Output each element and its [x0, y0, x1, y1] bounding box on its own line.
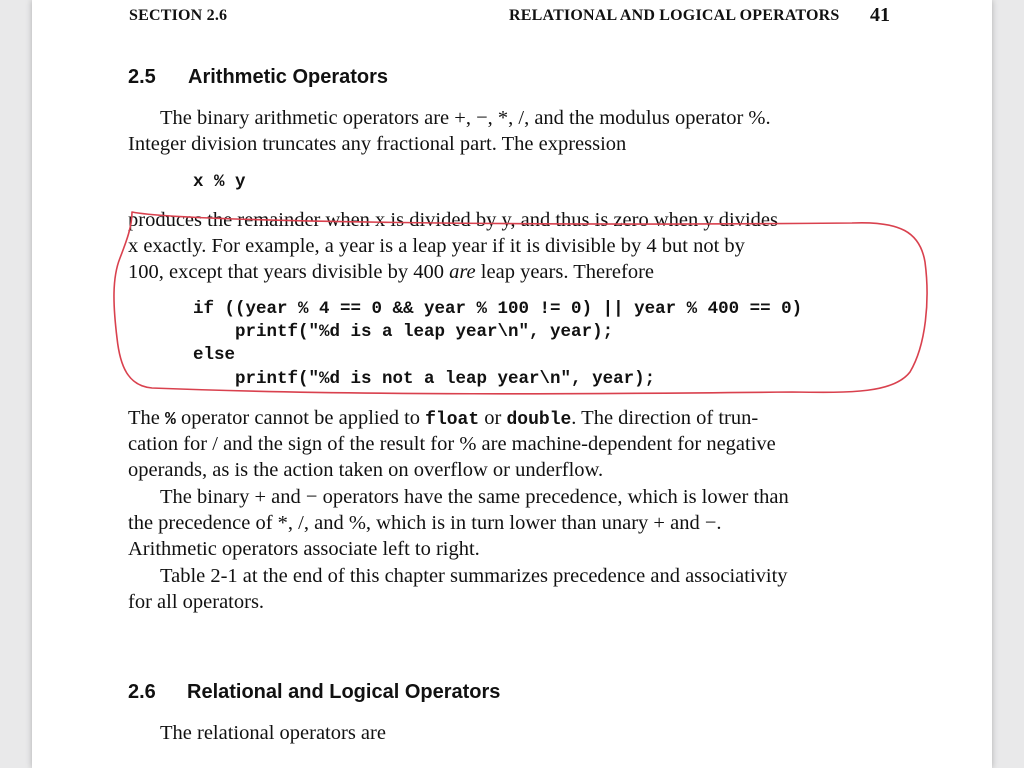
paragraph-line: 100, except that years divisible by 400 are leap years. Therefore: [128, 261, 654, 283]
paragraph-line: Table 2-1 at the end of this chapter summarizes precedence and associativity: [160, 565, 788, 587]
paragraph-line: Arithmetic operators associate left to right.: [128, 538, 480, 560]
paragraph-line: The % operator cannot be applied to float or double. The direction of trun-: [128, 407, 759, 430]
paragraph-line: x exactly. For example, a year is a leap year if it is divisible by 4 but not by: [128, 235, 745, 257]
paragraph-line: cation for / and the sign of the result for % are machine-dependent for negative: [128, 433, 776, 455]
code-line: printf("%d is not a leap year\n", year);: [193, 369, 656, 389]
running-header-title: RELATIONAL AND LOGICAL OPERATORS: [509, 7, 840, 24]
book-page: [32, 0, 992, 768]
section-2-6-number: 2.6: [128, 681, 156, 703]
paragraph-line: produces the remainder when x is divided by y, and thus is zero when y divides: [128, 209, 778, 231]
paragraph-line: The relational operators are: [160, 722, 386, 744]
page-number: 41: [870, 4, 890, 26]
paragraph-line: The binary + and − operators have the same precedence, which is lower than: [160, 486, 789, 508]
section-2-5-title: Arithmetic Operators: [188, 66, 389, 88]
paragraph-line: the precedence of *, /, and %, which is in turn lower than unary + and −.: [128, 512, 722, 534]
code-line: printf("%d is a leap year\n", year);: [193, 322, 614, 342]
section-2-6-title: Relational and Logical Operators: [187, 681, 501, 703]
code-line: else: [193, 345, 236, 365]
paragraph-line: operands, as is the action taken on overflow or underflow.: [128, 459, 604, 481]
paragraph-line: for all operators.: [128, 591, 265, 613]
running-header-section: SECTION 2.6: [129, 7, 228, 24]
paragraph-line: The binary arithmetic operators are +, −, *, /, and the modulus operator %.: [160, 107, 771, 129]
paragraph-line: Integer division truncates any fractional part. The expression: [128, 133, 627, 155]
code-expression: x % y: [193, 172, 246, 192]
code-line: if ((year % 4 == 0 && year % 100 != 0) || year % 400 == 0): [193, 299, 803, 319]
section-2-5-number: 2.5: [128, 66, 156, 88]
emphasis: are: [449, 261, 476, 283]
